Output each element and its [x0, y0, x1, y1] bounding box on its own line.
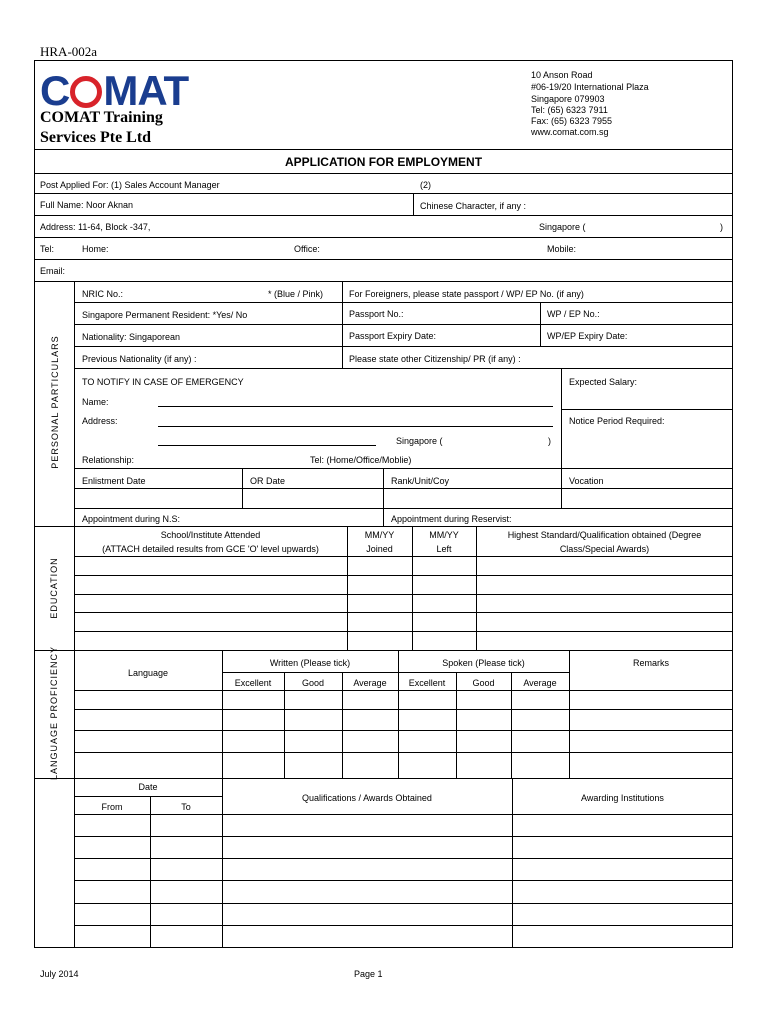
table-row [74, 612, 733, 613]
appointment-ns-field[interactable]: Appointment during N.S: [82, 514, 181, 524]
address-field[interactable]: Address: 11-64, Block -347, [40, 222, 151, 232]
divider [413, 193, 414, 215]
divider [74, 368, 733, 369]
divider [34, 526, 733, 527]
table-row [74, 925, 733, 926]
table-row [74, 730, 733, 731]
nationality-field[interactable]: Nationality: Singaporean [82, 332, 181, 342]
nric-color-label: * (Blue / Pink) [268, 289, 324, 299]
table-row [74, 690, 733, 691]
emergency-address-input[interactable] [158, 426, 553, 427]
emergency-title: TO NOTIFY IN CASE OF EMERGENCY [82, 377, 244, 387]
spoken-average-header: Average [523, 678, 557, 688]
close-paren: ) [720, 222, 723, 232]
to-header: To [181, 802, 191, 812]
company-logo: C MAT [40, 67, 189, 114]
joined-header: MM/YY [364, 530, 395, 540]
expected-salary-field[interactable]: Expected Salary: [569, 377, 638, 387]
post-applied-field[interactable]: Post Applied For: (1) Sales Account Manager [40, 180, 220, 190]
divider [222, 650, 223, 778]
permanent-resident-field[interactable]: Singapore Permanent Resident: *Yes/ No [82, 310, 248, 320]
table-row [74, 880, 733, 881]
footer-date: July 2014 [40, 969, 79, 979]
appointment-reservist-field[interactable]: Appointment during Reservist: [391, 514, 512, 524]
address-line: Singapore 079903 [531, 94, 605, 104]
qualifications-header: Qualifications / Awards Obtained [302, 793, 432, 803]
singapore-postal-label: Singapore ( [539, 222, 586, 232]
spoken-good-header: Good [472, 678, 495, 688]
full-name-field[interactable]: Full Name: Noor Aknan [40, 200, 134, 210]
tel-label: Tel: [40, 244, 55, 254]
address-line: 10 Anson Road [531, 70, 593, 80]
from-header: From [101, 802, 123, 812]
emergency-address-input-2[interactable] [158, 445, 376, 446]
remarks-header: Remarks [632, 658, 669, 668]
joined-header-2: Joined [366, 544, 393, 554]
divider [222, 672, 569, 673]
notice-period-field[interactable]: Notice Period Required: [569, 416, 665, 426]
left-header: MM/YY [429, 530, 459, 540]
table-row [74, 556, 733, 557]
written-header: Written (Please tick) [269, 658, 351, 668]
vocation-label: Vocation [569, 476, 604, 486]
table-row [74, 836, 733, 837]
highest-qualification-header: Highest Standard/Qualification obtained (Degree [507, 530, 702, 540]
table-row [74, 752, 733, 753]
divider [34, 778, 733, 779]
table-row [74, 631, 733, 632]
passport-expiry-field[interactable]: Passport Expiry Date: [349, 331, 437, 341]
page-number: Page 1 [354, 969, 383, 979]
emergency-singapore-label: Singapore ( [396, 436, 443, 446]
rank-unit-label: Rank/Unit/Coy [391, 476, 450, 486]
company-name-line1: COMAT Training [40, 109, 163, 126]
divider [383, 468, 384, 526]
or-date-label: OR Date [250, 476, 286, 486]
divider [34, 193, 733, 194]
written-good-header: Good [301, 678, 325, 688]
address-line: Tel: (65) 6323 7911 [531, 105, 608, 115]
form-title: APPLICATION FOR EMPLOYMENT [284, 155, 483, 169]
foreigners-label: For Foreigners, please state passport / WP/ EP No. (if any) [349, 289, 584, 299]
divider [34, 650, 733, 651]
written-average-header: Average [353, 678, 387, 688]
logo-ring-icon [70, 76, 102, 108]
divider [74, 488, 733, 489]
divider [34, 149, 733, 150]
other-citizenship-field[interactable]: Please state other Citizenship/ PR (if any) : [349, 354, 521, 364]
emergency-address-label: Address: [82, 416, 118, 426]
company-name-line2: Services Pte Ltd [40, 129, 152, 146]
table-row [74, 575, 733, 576]
written-excellent-header: Excellent [234, 678, 272, 688]
divider [34, 281, 733, 282]
address-line: #06-19/20 International Plaza [531, 82, 649, 92]
wp-ep-no-field[interactable]: WP / EP No.: [547, 309, 600, 319]
divider [74, 468, 733, 469]
divider [74, 796, 222, 797]
language-header: Language [127, 668, 169, 678]
address-line: www.comat.com.sg [531, 127, 609, 137]
divider [34, 173, 733, 174]
previous-nationality-field[interactable]: Previous Nationality (if any) : [82, 354, 197, 364]
nric-field[interactable]: NRIC No.: [82, 289, 124, 299]
divider [74, 346, 733, 347]
passport-no-field[interactable]: Passport No.: [349, 309, 404, 319]
table-row [74, 814, 733, 815]
relationship-field[interactable]: Relationship: [82, 455, 135, 465]
chinese-character-field[interactable]: Chinese Character, if any : [420, 201, 527, 211]
personal-section-label: PERSONAL PARTICULARS [50, 335, 60, 469]
table-row [74, 903, 733, 904]
divider [34, 237, 733, 238]
divider [569, 650, 570, 778]
document-code: HRA-002a [40, 44, 98, 59]
divider [74, 508, 733, 509]
enlistment-date-label: Enlistment Date [82, 476, 146, 486]
email-field[interactable]: Email: [40, 266, 66, 276]
divider [342, 281, 343, 369]
divider [561, 409, 733, 410]
divider [561, 368, 562, 468]
divider [74, 324, 733, 325]
school-header: School/Institute Attended [160, 530, 261, 540]
home-phone-field[interactable]: Home: [82, 244, 109, 254]
education-section-label: EDUCATION [49, 557, 59, 619]
highest-qualification-header-2: Class/Special Awards) [559, 544, 650, 554]
office-phone-field[interactable]: Office: [294, 244, 320, 254]
divider [34, 259, 733, 260]
awarding-institutions-header: Awarding Institutions [581, 793, 664, 803]
table-row [74, 594, 733, 595]
spoken-excellent-header: Excellent [408, 678, 446, 688]
table-row [74, 858, 733, 859]
table-row [74, 709, 733, 710]
divider [74, 302, 733, 303]
date-header: Date [138, 782, 158, 792]
wp-ep-expiry-field[interactable]: WP/EP Expiry Date: [547, 331, 628, 341]
spoken-header: Spoken (Please tick) [442, 658, 525, 668]
school-header-2: (ATTACH detailed results from GCE 'O' level upwards) [102, 544, 319, 554]
divider [34, 215, 733, 216]
mobile-phone-field[interactable]: Mobile: [547, 244, 577, 254]
close-paren: ) [548, 436, 551, 446]
post-applied-2-field[interactable]: (2) [420, 180, 431, 190]
emergency-name-label: Name: [82, 397, 109, 407]
language-section-label: LANGUAGE PROFICIENCY [49, 645, 59, 781]
divider [398, 650, 399, 778]
emergency-tel-field[interactable]: Tel: (Home/Office/Moblie) [310, 455, 412, 465]
divider [74, 281, 75, 526]
emergency-name-input[interactable] [158, 406, 553, 407]
address-line: Fax: (65) 6323 7955 [531, 116, 613, 126]
left-header-2: Left [436, 544, 452, 554]
